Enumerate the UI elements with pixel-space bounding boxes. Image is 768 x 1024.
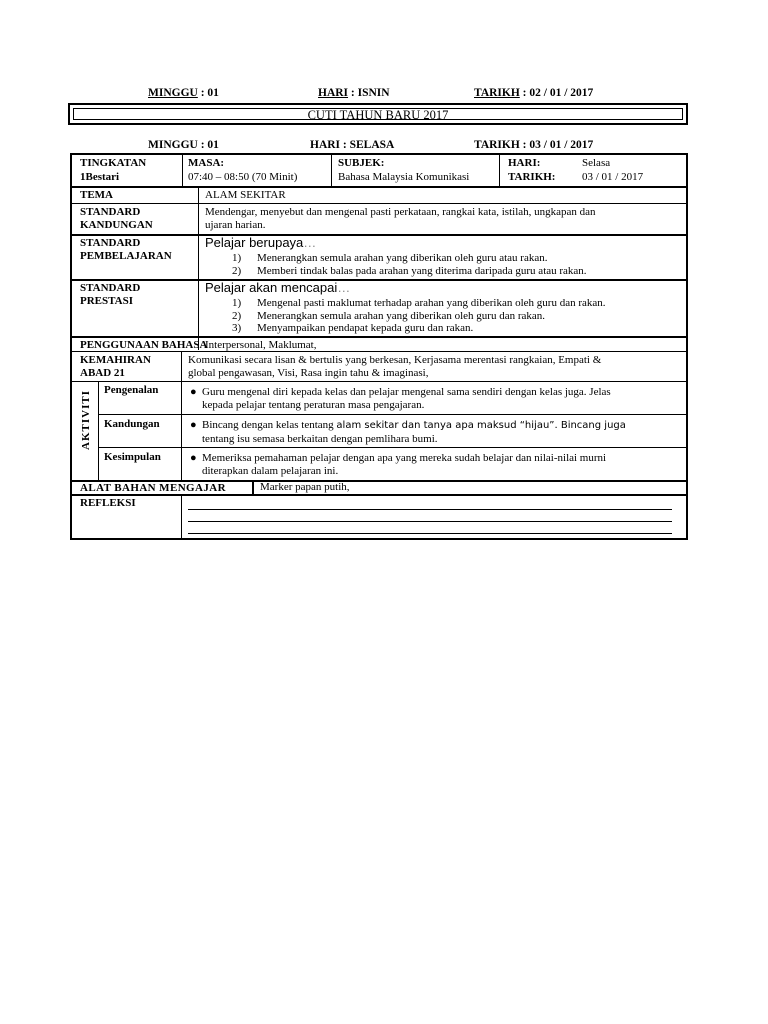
kemahiran-line-2: global pengawasan, Visi, Rasa ingin tahu & imaginasi,	[188, 367, 429, 379]
item-number: 1)	[232, 252, 242, 264]
kemahiran-label-1: KEMAHIRAN	[80, 354, 151, 366]
item-number: 3)	[232, 322, 242, 334]
list-item	[205, 322, 685, 335]
penggunaan-bahasa-value: Interpersonal, Maklumat,	[205, 339, 317, 351]
bullet-icon: ●	[190, 452, 197, 464]
kandungan-label: Kandungan	[104, 418, 160, 430]
list-item	[205, 265, 685, 278]
refleksi-line-3[interactable]	[188, 533, 672, 534]
minggu-value: : 01	[200, 87, 219, 99]
pengenalan-label: Pengenalan	[104, 384, 159, 396]
kemahiran-label-2: ABAD 21	[80, 367, 125, 379]
standard-prestasi-list	[205, 297, 685, 335]
kandungan-line-1b: alam sekitar dan tanya apa maksud “hijau”. Bincang juga	[336, 420, 626, 431]
holiday-box	[68, 103, 688, 125]
tema-label: TEMA	[80, 189, 113, 201]
list-item	[205, 310, 685, 323]
masa-label: MASA:	[188, 157, 225, 169]
item-text: Memberi tindak balas pada arahan yang diterima daripada guru atau rakan.	[257, 264, 587, 277]
kandungan-line-1	[186, 419, 686, 433]
list-item	[205, 297, 685, 310]
alat-bahan-label: ALAT BAHAN MENGAJAR	[80, 482, 226, 494]
bullet-icon: ●	[190, 419, 197, 431]
refleksi-line-1[interactable]	[188, 509, 672, 510]
minggu-header-1	[148, 87, 219, 99]
penggunaan-bahasa-label: PENGGUNAAN BAHASA	[80, 339, 208, 351]
minggu-header-2: MINGGU : 01	[148, 139, 219, 151]
kandungan-text	[186, 419, 686, 445]
pembelajaran-ellipsis: …	[303, 235, 317, 250]
alat-bahan-value: Marker papan putih,	[260, 481, 350, 493]
prestasi-ellipsis: …	[337, 280, 351, 295]
tarikh-value: : 02 / 01 / 2017	[522, 87, 594, 99]
kemahiran-line-1: Komunikasi secara lisan & bertulis yang berkesan, Kerjasama merentasi rangkaian, Empati &	[188, 354, 602, 366]
aktiviti-label	[78, 386, 94, 456]
kesimpulan-label: Kesimpulan	[104, 451, 161, 463]
item-text: Mengenal pasti maklumat terhadap arahan yang diberikan oleh guru dan rakan.	[257, 297, 606, 309]
tingkatan-value: 1Bestari	[80, 171, 120, 183]
item-text: Menerangkan semula arahan yang diberikan oleh guru dan rakan.	[257, 309, 546, 322]
standard-prestasi-label-1: STANDARD	[80, 282, 141, 294]
standard-kandungan-label-2: KANDUNGAN	[80, 219, 153, 231]
tarikh-value: 03 / 01 / 2017	[582, 171, 644, 183]
item-number: 2)	[232, 264, 242, 277]
tarikh-label: TARIKH	[474, 87, 520, 99]
aktiviti-text: AKTIVITI	[80, 390, 92, 450]
hari-value: Selasa	[582, 157, 611, 169]
standard-prestasi-intro	[205, 281, 350, 295]
prestasi-intro-text: Pelajar akan mencapai	[205, 280, 338, 295]
subjek-label: SUBJEK:	[338, 157, 385, 169]
tingkatan-label: TINGKATAN	[80, 157, 147, 169]
kesimpulan-line-1: Memeriksa pemahaman pelajar dengan apa yang mereka sudah belajar dan nilai-nilai murni	[202, 452, 607, 464]
item-text: Menyampaikan pendapat kepada guru dan rakan.	[257, 322, 474, 334]
hari-label: HARI	[318, 87, 349, 99]
pengenalan-line-2: kepada pelajar tentang peraturan masa pengajaran.	[202, 398, 425, 411]
refleksi-label: REFLEKSI	[80, 497, 136, 509]
pengenalan-line-1: Guru mengenal diri kepada kelas dan pelajar mengenal sama sendiri dengan kelas juga. Jelas	[202, 386, 611, 398]
kesimpulan-text	[186, 452, 686, 477]
kandungan-line-1a: Bincang dengan kelas tentang	[202, 419, 337, 431]
kesimpulan-line-2: diterapkan dalam pelajaran ini.	[202, 464, 339, 477]
list-item	[205, 252, 685, 265]
tarikh-header-1	[474, 87, 593, 99]
standard-pembelajaran-label-2: PEMBELAJARAN	[80, 250, 172, 262]
tarikh-header-2: TARIKH : 03 / 01 / 2017	[474, 139, 594, 151]
refleksi-line-2[interactable]	[188, 521, 672, 522]
standard-kandungan-label-1: STANDARD	[80, 206, 141, 218]
standard-pembelajaran-list	[205, 252, 685, 277]
pembelajaran-intro-text: Pelajar berupaya	[205, 235, 304, 250]
masa-value: 07:40 – 08:50 (70 Minit)	[188, 171, 298, 183]
standard-pembelajaran-intro	[205, 236, 316, 250]
tema-value: ALAM SEKITAR	[205, 189, 286, 201]
subjek-value: Bahasa Malaysia Komunikasi	[338, 171, 470, 183]
standard-prestasi-label-2: PRESTASI	[80, 295, 133, 307]
lesson-plan-table	[70, 153, 688, 540]
standard-kandungan-line-1: Mendengar, menyebut dan mengenal pasti perkataan, rangkai kata, istilah, ungkapan dan	[205, 206, 596, 218]
hari-value: : ISNIN	[350, 87, 390, 99]
pengenalan-text	[186, 386, 686, 411]
item-text: Menerangkan semula arahan yang diberikan oleh guru atau rakan.	[257, 252, 548, 264]
item-number: 2)	[232, 309, 242, 322]
item-number: 1)	[232, 297, 242, 309]
hari-label: HARI:	[508, 157, 541, 169]
kandungan-line-2: tentang isu semasa berkaitan dengan pemlihara bumi.	[202, 432, 438, 445]
hari-header-2: HARI : SELASA	[310, 139, 395, 151]
holiday-text: CUTI TAHUN BARU 2017	[73, 108, 683, 120]
tarikh-label: TARIKH:	[508, 171, 556, 183]
hari-header-1	[318, 87, 390, 99]
bullet-icon: ●	[190, 386, 197, 398]
standard-kandungan-line-2: ujaran harian.	[205, 219, 266, 231]
standard-pembelajaran-label-1: STANDARD	[80, 237, 141, 249]
minggu-label: MINGGU	[148, 87, 198, 99]
